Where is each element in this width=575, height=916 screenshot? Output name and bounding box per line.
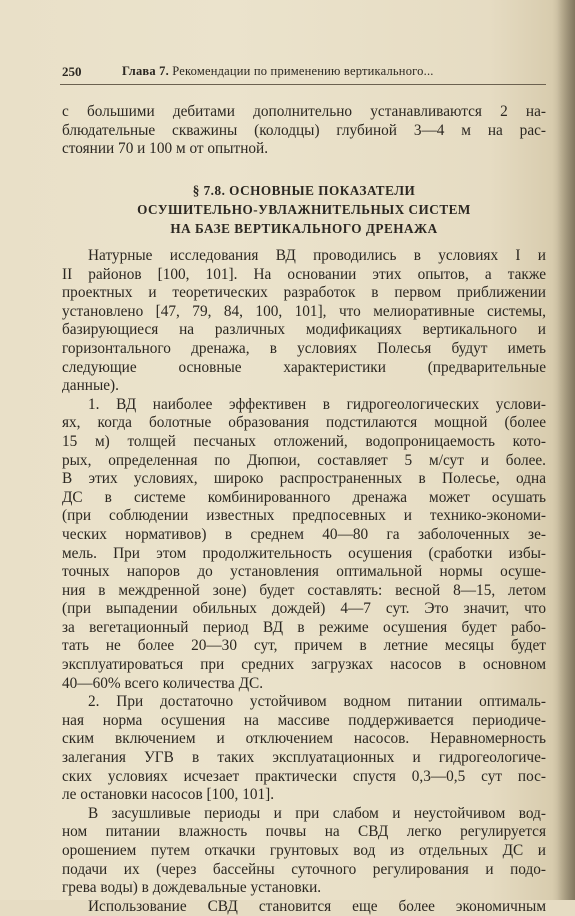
text-line: 2. При достаточно устойчивом водном питании оптималь-: [88, 693, 546, 711]
text-line: ном питании влажность почвы на СВД легко регулируется: [62, 823, 546, 841]
section-heading-line: § 7.8. ОСНОВНЫЕ ПОКАЗАТЕЛИ: [192, 183, 416, 198]
text-line: ле остановки насосов [100, 101].: [62, 786, 275, 804]
running-header: [62, 64, 542, 84]
section-heading-line: НА БАЗЕ ВЕРТИКАЛЬНОГО ДРЕНАЖА: [170, 221, 438, 236]
text-line: ских условиях исчезает практически спустя 0,3—0,5 сут пос-: [62, 767, 546, 785]
text-line: 1. ВД наиболее эффективен в гидрогеологических услови-: [88, 395, 546, 413]
text-line: горизонтального дренажа, в условиях Полесья будут иметь: [62, 339, 546, 357]
text-line: стоянии 70 и 100 м от опытной.: [62, 140, 269, 158]
text-line: Натурные исследования ВД проводились в условиях I и: [88, 247, 546, 264]
text-line: мель. При этом продолжительность осушения (сработки избы-: [62, 544, 546, 562]
chapter-label: Глава 7.: [122, 64, 169, 78]
text-line: В этих условиях, широко распространенных в Полесье, одна: [62, 470, 546, 488]
text-line: базирующиеся на различных модификациях вертикального и: [62, 321, 546, 339]
text-line: ческих нормативов) в среднем 40—80 га заболоченных зе-: [62, 525, 546, 543]
text-line: ДС в системе комбинированного дренажа может осушать: [62, 488, 546, 506]
text-line: установлено [47, 79, 84, 100, 101], что мелиоративные системы,: [62, 302, 546, 320]
text-line: тать не более 20—30 сут, причем в летние месяцы будет: [62, 637, 546, 655]
text-line: подачи их (через бассейны суточного регулирования и подо-: [62, 860, 546, 878]
intro-paragraph: [62, 103, 546, 159]
text-line: с большими дебитами дополнительно устанавливаются 2 на-: [62, 103, 546, 120]
text-line: данные).: [62, 377, 119, 395]
text-line: (при соблюдении известных предпосевных и технико-экономи-: [62, 507, 546, 525]
text-line: ная норма осушения на массиве поддерживается периодиче-: [62, 711, 546, 729]
section-heading-line: ОСУШИТЕЛЬНО-УВЛАЖНИТЕЛЬНЫХ СИСТЕМ: [137, 202, 471, 217]
text-line: 40—60% всего количества ДС.: [62, 674, 264, 692]
text-line: (при выпадении обильных дождей) 4—7 сут. Это значит, что: [62, 600, 546, 618]
section-heading: [62, 181, 546, 238]
text-line: эксплуатироваться при средних загрузках насосов в основном: [62, 656, 546, 674]
running-title: [122, 64, 434, 79]
section-body: [62, 247, 546, 916]
text-line: 15 м) толщей песчаных отложений, водопроницаемость кото-: [62, 432, 546, 450]
text-line: точных напоров до установления оптимальной нормы осуше-: [62, 563, 546, 581]
text-line: орошением путем откачки грунтовых вод из отдельных ДС и: [62, 842, 546, 859]
text-line: В засушливые периоды и при слабом и неустойчивом вод-: [88, 804, 546, 822]
text-line: следующие основные характеристики (предварительные: [62, 358, 546, 376]
text-line: Использование СВД становится еще более экономичным: [88, 897, 546, 915]
text-line: ях, когда болотные образования подстилаются мощной (более: [62, 414, 546, 432]
text-line: грева воды) в дождевальные установки.: [62, 879, 322, 897]
text-line: ским включением и отключением насосов. Неравномерность: [62, 730, 546, 748]
text-line: проектных и теоретических разработок в первом приближении: [62, 284, 546, 302]
text-line: II районов [100, 101]. На основании этих опытов, а также: [62, 265, 546, 283]
chapter-title: Рекомендации по применению вертикального...: [172, 64, 434, 78]
text-line: за вегетационный период ВД в режиме осушения будет рабо-: [62, 618, 546, 636]
text-line: блюдательные скважины (колодцы) глубиной 3—4 м на рас-: [62, 121, 546, 139]
header-rule: [60, 84, 546, 85]
page-number: 250: [62, 64, 82, 79]
text-line: ния в междренной зоне) будет составлять: весной 8—15, летом: [62, 581, 546, 599]
text-line: залегания УГВ в таких эксплуатационных и гидрогеологиче-: [62, 749, 546, 767]
text-line: рых, определенная по Дюпюи, составляет 5 м/сут и более.: [62, 451, 546, 469]
